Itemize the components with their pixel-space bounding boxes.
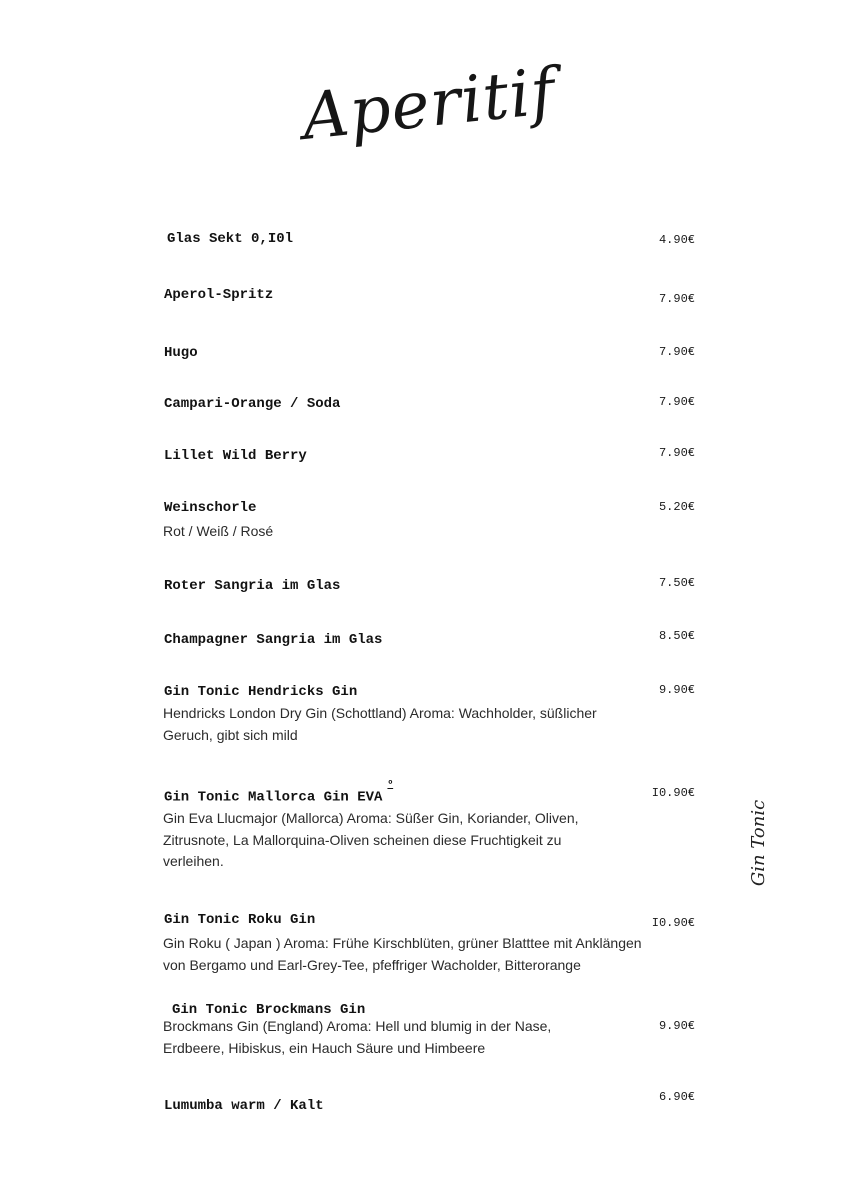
description-line: Hendricks London Dry Gin (Schottland) Aroma: Wachholder, süßlicher	[163, 705, 597, 721]
menu-item-price: 9.90€	[658, 683, 695, 697]
menu-item-name: Weinschorle	[164, 500, 257, 516]
menu-item-price: 9.90€	[658, 1019, 695, 1033]
menu-item-name: Roter Sangria im Glas	[164, 578, 341, 594]
menu-item-name: Glas Sekt 0,I0l	[167, 231, 294, 247]
menu-item-price: 5.20€	[658, 500, 695, 514]
menu-item-name: Campari-Orange / Soda	[164, 396, 341, 412]
description-line: Brockmans Gin (England) Aroma: Hell und blumig in der Nase,	[163, 1018, 552, 1034]
menu-item-description	[163, 933, 642, 976]
menu-item-price: I0.90€	[651, 916, 695, 930]
description-line: Rot / Weiß / Rosé	[163, 523, 274, 539]
menu-item-name: Lumumba warm / Kalt	[164, 1098, 324, 1114]
menu-item-description	[163, 521, 273, 543]
page-title: Aperitif	[298, 54, 560, 155]
menu-item-price: 6.90€	[658, 1090, 695, 1104]
menu-item-price: 7.90€	[658, 345, 695, 359]
description-line: Gin Eva Llucmajor (Mallorca) Aroma: Süßer Gin, Koriander, Oliven,	[163, 810, 579, 826]
description-line: Geruch, gibt sich mild	[163, 726, 298, 743]
description-line: Erdbeere, Hibiskus, ein Hauch Säure und Himbeere	[163, 1039, 486, 1056]
menu-item-name	[164, 779, 394, 806]
menu-item-name: Champagner Sangria im Glas	[164, 632, 383, 648]
menu-item-name: Hugo	[164, 345, 198, 361]
menu-item-name: Gin Tonic Hendricks Gin	[164, 684, 358, 700]
menu-item-price: 4.90€	[658, 233, 695, 247]
menu-item-price: I0.90€	[651, 786, 695, 800]
menu-item-price: 7.90€	[658, 292, 695, 306]
description-line: verleihen.	[163, 853, 224, 869]
menu-item-price: 7.50€	[658, 576, 695, 590]
description-line: von Bergamo und Earl-Grey-Tee, pfeffriger Wacholder, Bitterorange	[163, 956, 581, 973]
side-label-gin-tonic: Gin Tonic	[748, 799, 769, 887]
menu-item-name: Gin Tonic Roku Gin	[164, 912, 316, 928]
menu-item-price: 8.50€	[658, 629, 695, 643]
menu-item-name: Gin Tonic Brockmans Gin	[172, 1002, 366, 1018]
menu-item-name: Lillet Wild Berry	[164, 448, 307, 464]
menu-item-description	[163, 703, 597, 746]
description-line: Gin Roku ( Japan ) Aroma: Frühe Kirschblüten, grüner Blatttee mit Anklängen	[163, 935, 642, 951]
ordinal-mark: º	[387, 779, 394, 790]
menu-item-name-text: Gin Tonic Mallorca Gin EVA	[164, 789, 383, 806]
menu-item-description	[163, 1016, 551, 1059]
menu-item-description	[163, 808, 579, 873]
menu-item-price: 7.90€	[658, 446, 695, 460]
description-line: Zitrusnote, La Mallorquina-Oliven scheinen diese Fruchtigkeit zu	[163, 831, 562, 848]
menu-item-price: 7.90€	[658, 395, 695, 409]
menu-item-name: Aperol-Spritz	[164, 287, 274, 303]
